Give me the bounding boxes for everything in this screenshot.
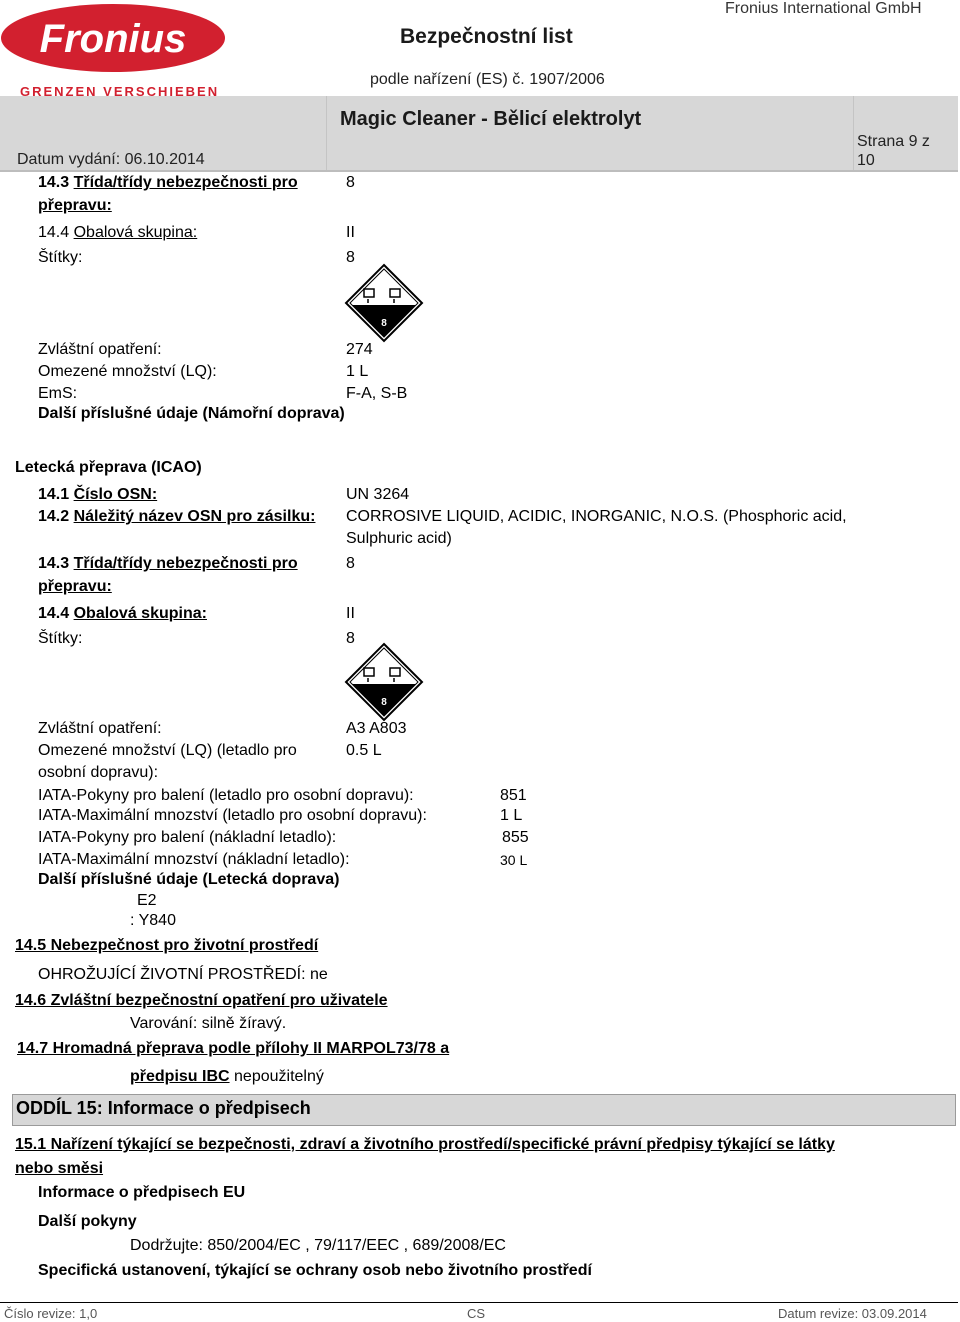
language-code: CS xyxy=(467,1306,486,1321)
sea-lq-value: 1 L xyxy=(346,363,369,380)
air-title: Letecká přeprava (ICAO) xyxy=(15,459,202,476)
user-warning: Varování: silně žíravý. xyxy=(130,1015,287,1032)
air-lq-label: Omezené množství (LQ) (letadlo pro xyxy=(38,742,297,759)
section-15-1-title-cont: nebo směsi xyxy=(15,1160,104,1177)
svg-text:8: 8 xyxy=(381,697,387,708)
sea-labels-value: 8 xyxy=(346,249,355,266)
page-number-line2: 10 xyxy=(857,152,875,169)
company-name: Fronius International GmbH xyxy=(725,0,922,17)
air-labels-value: 8 xyxy=(346,630,355,647)
product-name: Magic Cleaner - Bělicí elektrolyt xyxy=(340,108,642,130)
logo-wordmark: Fronius xyxy=(39,17,187,61)
air-class-label: 14.3 Třída/třídy nebezpečnosti pro xyxy=(38,555,298,572)
iata-value-0: 851 xyxy=(500,787,527,804)
sea-other-info: Další příslušné údaje (Námořní doprava) xyxy=(38,405,345,422)
air-y-code: : Y840 xyxy=(130,912,176,929)
footer-divider xyxy=(0,1302,958,1303)
sea-special-value: 274 xyxy=(346,341,373,358)
company-logo xyxy=(0,0,230,96)
air-lq-label-cont: osobní dopravu): xyxy=(38,764,159,781)
section-14-7-cont: předpisu IBC nepoužitelný xyxy=(130,1068,324,1085)
air-name-value: CORROSIVE LIQUID, ACIDIC, INORGANIC, N.O.S. (Phosphoric acid, xyxy=(346,508,847,525)
air-other-info: Další příslušné údaje (Letecká doprava) xyxy=(38,871,340,888)
air-name-label: 14.2 Náležitý název OSN pro zásilku: xyxy=(38,508,316,525)
iata-value-2: 855 xyxy=(502,829,529,846)
sea-ems-value: F-A, S-B xyxy=(346,385,408,402)
iata-value-1: 1 L xyxy=(500,807,523,824)
sea-class-label: 14.3 Třída/třídy nebezpečnosti pro xyxy=(38,174,298,191)
air-special-value: A3 A803 xyxy=(346,720,407,737)
corrosive-pictogram-icon xyxy=(344,642,424,727)
iata-label-2: IATA-Pokyny pro balení (nákladní letadlo): xyxy=(38,829,337,846)
iata-label-1: IATA-Maximální mnozství (letadlo pro osobní dopravu): xyxy=(38,807,427,824)
issue-date: Datum vydání: 06.10.2014 xyxy=(17,151,205,168)
header-separator xyxy=(853,96,854,170)
regulation: podle nařízení (ES) č. 1907/2006 xyxy=(370,71,605,88)
section-14-6-title: 14.6 Zvláštní bezpečnostní opatření pro uživatele xyxy=(15,992,388,1009)
air-class-value: 8 xyxy=(346,555,355,572)
env-hazard: OHROŽUJÍCÍ ŽIVOTNÍ PROSTŘEDÍ: ne xyxy=(38,966,328,983)
logo-tagline: GRENZEN VERSCHIEBEN xyxy=(20,84,220,96)
header-separator xyxy=(326,96,327,170)
sea-special-label: Zvláštní opatření: xyxy=(38,341,162,358)
eu-regulation-info: Informace o předpisech EU xyxy=(38,1184,246,1201)
iata-label-3: IATA-Maximální mnozství (nákladní letadlo): xyxy=(38,851,350,868)
other-notes: Další pokyny xyxy=(38,1213,137,1230)
sea-ems-label: EmS: xyxy=(38,385,78,402)
iata-value-3: 30 L xyxy=(500,852,528,868)
section-14-5-title: 14.5 Nebezpečnost pro životní prostředí xyxy=(15,937,319,954)
sea-class-label-cont: přepravu: xyxy=(38,197,112,214)
section-15-heading: ODDÍL 15: Informace o předpisech xyxy=(16,1098,311,1118)
air-e-code: E2 xyxy=(137,892,157,909)
air-special-label: Zvláštní opatření: xyxy=(38,720,162,737)
svg-text:8: 8 xyxy=(381,318,387,329)
air-class-label-cont: přepravu: xyxy=(38,578,112,595)
air-pack-value: II xyxy=(346,605,355,622)
sea-pack-value: II xyxy=(346,224,355,241)
revision-date: Datum revize: 03.09.2014 xyxy=(778,1306,927,1321)
sea-class-value: 8 xyxy=(346,174,355,191)
section-15-1-title: 15.1 Nařízení týkající se bezpečnosti, zdraví a životního prostředí/specifické právní předpisy týkající se látky xyxy=(15,1136,835,1153)
air-labels-label: Štítky: xyxy=(38,630,83,647)
comply-regulations: Dodržujte: 850/2004/EC , 79/117/EEC , 689/2008/EC xyxy=(130,1237,506,1254)
page-number-line1: Strana 9 z xyxy=(857,133,930,150)
section-14-7-title: 14.7 Hromadná přeprava podle přílohy II MARPOL73/78 a xyxy=(17,1040,450,1057)
air-un-value: UN 3264 xyxy=(346,486,410,503)
air-lq-value: 0.5 L xyxy=(346,742,382,759)
air-name-value-cont: Sulphuric acid) xyxy=(346,530,452,547)
sea-labels-label: Štítky: xyxy=(38,249,83,266)
specific-provisions: Specifická ustanovení, týkající se ochrany osob nebo životního prostředí xyxy=(38,1262,592,1279)
iata-label-0: IATA-Pokyny pro balení (letadlo pro osobní dopravu): xyxy=(38,787,414,804)
document-title: Bezpečnostní list xyxy=(400,25,573,48)
sea-pack-label: 14.4 Obalová skupina: xyxy=(38,224,198,241)
air-un-label: 14.1 Číslo OSN: xyxy=(38,486,158,503)
revision-number: Číslo revize: 1,0 xyxy=(4,1306,98,1321)
sea-lq-label: Omezené množství (LQ): xyxy=(38,363,217,380)
air-pack-label: 14.4 Obalová skupina: xyxy=(38,605,207,622)
corrosive-pictogram-icon xyxy=(344,263,424,348)
